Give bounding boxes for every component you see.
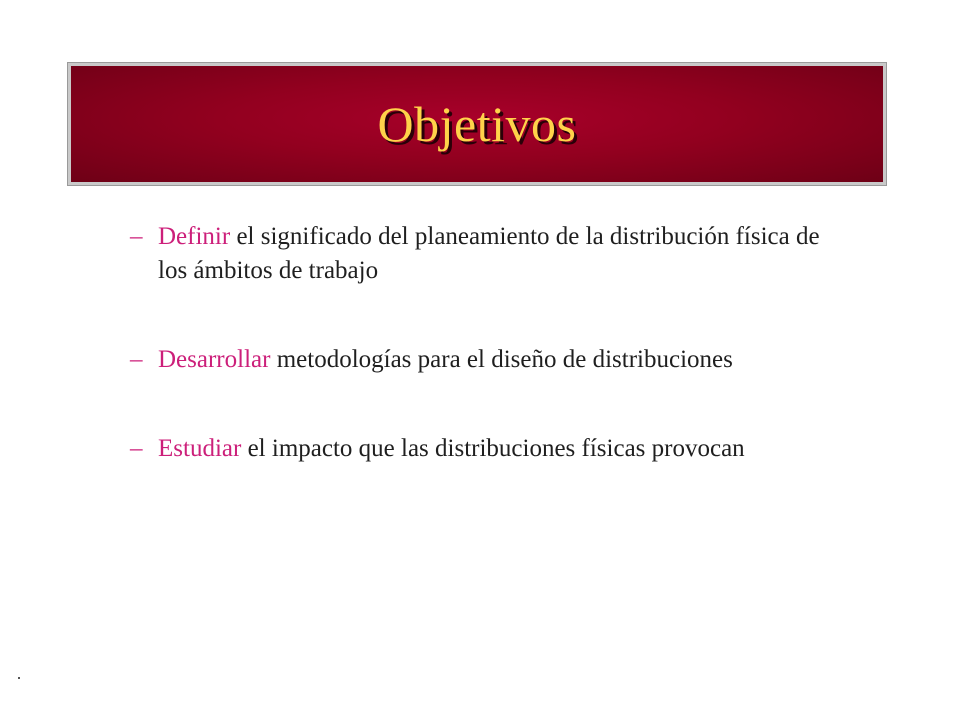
objective-text [158,432,830,466]
objectives-list [130,220,830,521]
objective-description: el significado del planeamiento de la distribución física de los ámbitos de trabajo [158,223,820,284]
stray-dot [18,677,20,679]
dash-bullet: – [130,435,143,462]
objective-text [158,343,830,377]
objective-verb: Desarrollar [158,346,271,373]
objective-verb: Estudiar [158,435,242,462]
slide-title: Objetivos [377,96,577,152]
objective-description: el impacto que las distribuciones físicas provocan [241,435,745,462]
dash-bullet: – [130,223,143,250]
dash-bullet: – [130,346,143,373]
objective-verb: Definir [158,223,231,250]
list-item [130,343,830,377]
list-item [130,220,830,288]
list-item [130,432,830,466]
objective-text [158,220,830,288]
title-banner [68,63,886,185]
objective-description: metodologías para el diseño de distribuciones [270,346,733,373]
